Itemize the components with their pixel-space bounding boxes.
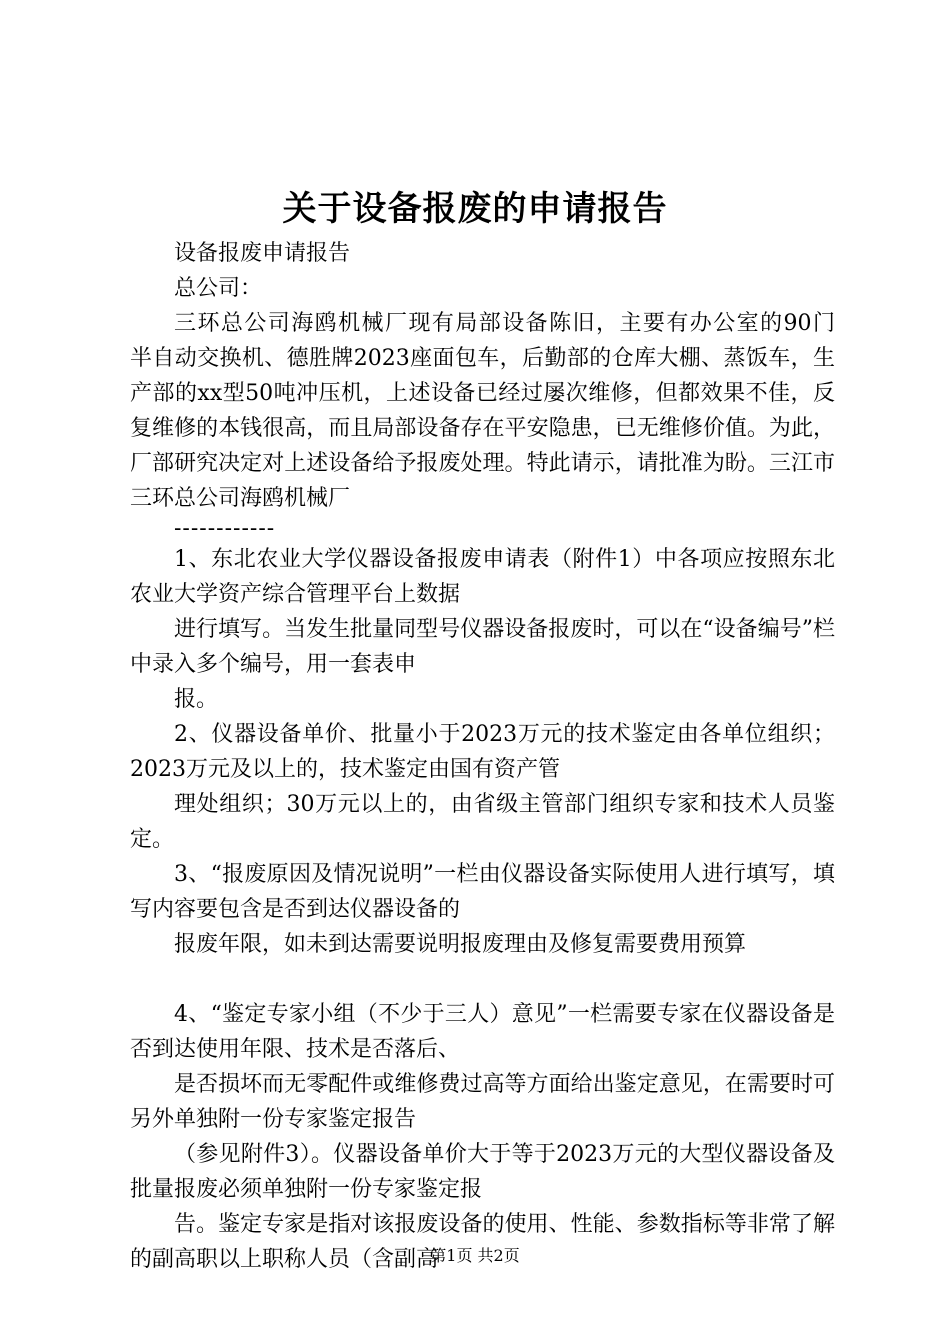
blank-line xyxy=(130,962,835,997)
salutation: 总公司： xyxy=(174,276,263,301)
document-body xyxy=(130,236,858,1277)
subtitle-line: 设备报废申请报告 xyxy=(174,241,351,266)
separator-line: ------------ xyxy=(174,516,276,541)
item-4-part-1: 4、“鉴定专家小组（不少于三人）意见”一栏需要专家在仪器设备是否到达使用年限、技术是否落后、 xyxy=(130,1002,835,1062)
item-2-part-1: 2、仪器设备单价、批量小于2023万元的技术鉴定由各单位组织；2023万元及以上的，技术鉴定由国有资产管 xyxy=(130,722,835,782)
item-3-part-1: 3、“报废原因及情况说明”一栏由仪器设备实际使用人进行填写，填写内容要包含是否到达仪器设备的 xyxy=(130,862,835,922)
document-title: 关于设备报废的申请报告 xyxy=(282,189,668,229)
item-2-part-2: 理处组织；30万元以上的，由省级主管部门组织专家和技术人员鉴定。 xyxy=(130,792,835,852)
item-3-part-2: 报废年限，如未到达需要说明报废理由及修复需要费用预算 xyxy=(174,932,747,957)
request-paragraph: 三环总公司海鸥机械厂现有局部设备陈旧，主要有办公室的90门 半自动交换机、德胜牌2023座面包车，后勤部的仓库大棚、蒸饭车，生产部的xx型50吨冲压机，上述设备已经过屡次维修，但都效果不佳，反复维修的本钱很高，而且局部设备存在平安隐患，已无维修价值。为此，厂部研究决定对上述设备给予报废处理。特此请示，请批准为盼。三江市三环总公司海鸥机械厂 xyxy=(130,311,858,511)
item-1-part-1: 1、东北农业大学仪器设备报废申请表（附件1）中各项应按照东北农业大学资产综合管理平台上数据 xyxy=(130,547,835,607)
item-4-part-3: （参见附件3）。仪器设备单价大于等于2023万元的大型仪器设备及批量报废必须单独附一份专家鉴定报 xyxy=(130,1142,835,1202)
item-4-part-2: 是否损坏而无零配件或维修费过高等方面给出鉴定意见，在需要时可另外单独附一份专家鉴定报告 xyxy=(130,1072,835,1132)
item-4-part-4: 告。鉴定专家是指对该报废设备的使用、性能、参数指标等非常了解的副高职以上职称人员（含副高 xyxy=(130,1212,835,1272)
item-1-part-2: 进行填写。当发生批量同型号仪器设备报废时，可以在“设备编号”栏中录入多个编号，用一套表申 xyxy=(130,617,835,677)
page-footer: 第1页 共2页 xyxy=(430,1246,520,1265)
item-1-part-3: 报。 xyxy=(174,687,219,712)
